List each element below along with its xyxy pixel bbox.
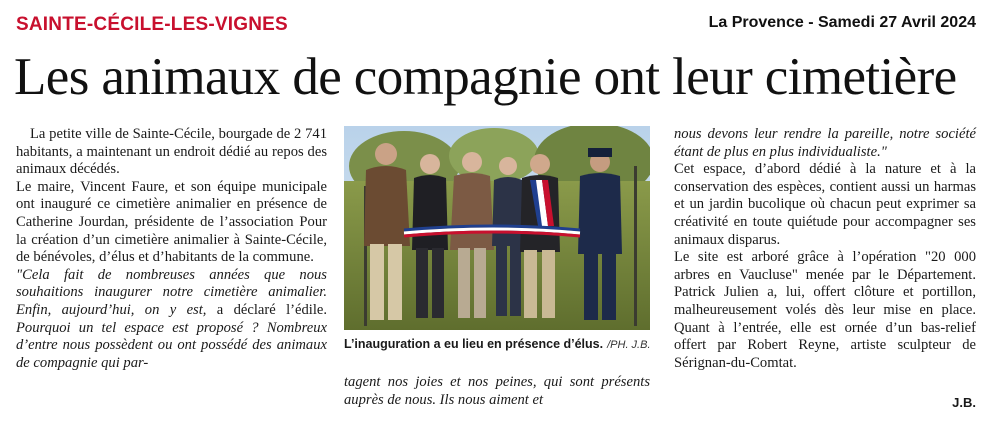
paragraph: Cet espace, d’abord dédié à la nature et à la conservation des espèces, contient aussi un harmas et un jardin bucolique où chacun peut exprimer sa créativité en toute quiétude pour accompagner ses animaux disparus. <box>674 161 976 248</box>
article-column-1 <box>16 126 327 372</box>
article-column-3 <box>674 126 976 372</box>
paragraph: La petite ville de Sainte-Cécile, bourgade de 2 741 habitants, a maintenant un endroit dédié au repos des animaux décédés. <box>16 126 327 178</box>
quote-text: Pourquoi un tel espace est proposé ? Nombreux d’entre nous possèdent ou ont possédé des animaux de compagnie qui par- <box>16 319 327 371</box>
publication-source-date: La Provence - Samedi 27 Avril 2024 <box>708 14 976 31</box>
caption-text: L’inauguration a eu lieu en présence d’élus. <box>344 337 604 351</box>
quote-paragraph <box>16 267 327 373</box>
quote-text: "Cela fait de nombreuses années que nous souhaitions inaugurer notre cimetière animalier. Enfin, aujourd’hui, on y est, <box>16 266 327 318</box>
paragraph: Le site est arboré grâce à l’opération "20 000 arbres en Vaucluse" menée par le Département. Patrick Julien a, lui, offert clôture et portillon, malheureusement volés dès leur mise en place. Quant à l’entrée, elle est ornée d’un bas-relief offert par Robert Reyne, artiste sculpteur de Sérignan-du-Comtat. <box>674 249 976 371</box>
photo-credit: /PH. J.B. <box>607 339 651 351</box>
photo-caption <box>344 337 654 351</box>
paragraph: Le maire, Vincent Faure, et son équipe municipale ont inauguré ce cimetière animalier en présence de Catherine Jourdan, présidente de l’association Pour la création d’un cimetière animalier à Sainte-Cécile, de bénévoles, d’élus et d’habitants de la commune. <box>16 178 327 266</box>
quote-paragraph: nous devons leur rendre la pareille, notre société étant de plus en plus individualiste." <box>674 126 976 160</box>
author-signature: J.B. <box>952 395 976 410</box>
inauguration-photo <box>344 126 650 330</box>
attribution-text: a déclaré l’édile. <box>206 301 328 318</box>
quote-paragraph: tagent nos joies et nos peines, qui sont présents auprès de nous. Ils nous aiment et <box>344 374 650 408</box>
kicker-locality: SAINTE-CÉCILE-LES-VIGNES <box>16 14 288 35</box>
article-column-2 <box>344 374 650 409</box>
article-headline: Les animaux de compagnie ont leur cimetière <box>14 48 957 106</box>
